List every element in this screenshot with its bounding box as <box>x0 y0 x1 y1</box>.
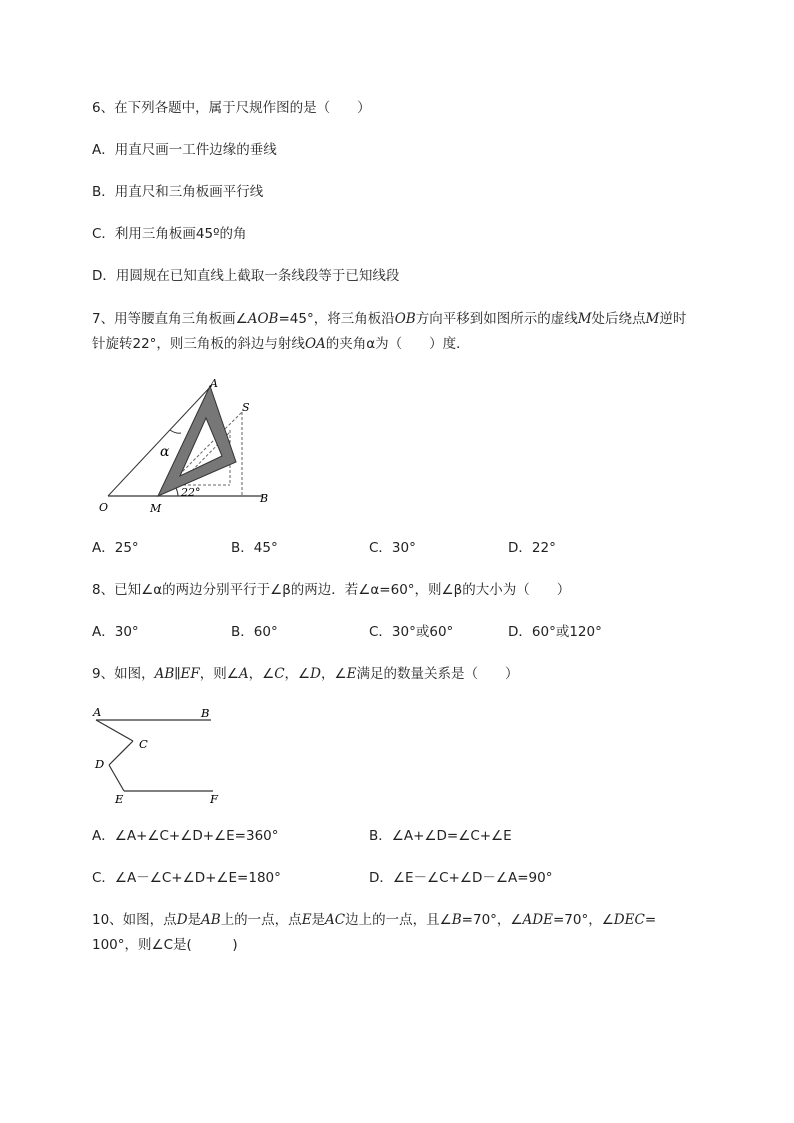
q7-options <box>92 538 712 558</box>
label-m: M <box>150 502 162 515</box>
label-o: O <box>99 501 109 514</box>
label-angle: 22° <box>181 486 201 499</box>
q9-option-a: A．∠A+∠C+∠D+∠E=360° <box>92 828 279 844</box>
q8-option-b: B．60° <box>231 624 278 640</box>
q7-stem-line2: 针旋转22°，则三角板的斜边与射线OA的夹角α为（ ）度． <box>92 336 470 352</box>
alpha-arc <box>170 430 181 433</box>
segment-cd <box>109 741 133 765</box>
triangle-ruler <box>158 386 236 496</box>
q9-option-d: D．∠E－∠C+∠D－∠A=90° <box>369 870 553 886</box>
label-b: B <box>260 492 269 505</box>
label-d: D <box>95 757 105 771</box>
angle-22-arc <box>176 488 178 496</box>
q9-figure <box>88 702 228 810</box>
q7-option-c: C．30° <box>369 540 416 556</box>
q6-option-b: B．用直尺和三角板画平行线 <box>92 184 264 200</box>
q9-stem: 9、如图，AB∥EF，则∠A，∠C，∠D，∠E满足的数量关系是（ ） <box>92 666 519 682</box>
q7-option-d: D．22° <box>508 540 556 556</box>
q9-option-b: B．∠A+∠D=∠C+∠E <box>369 828 512 844</box>
label-b: B <box>201 706 210 720</box>
q9-option-c: C．∠A－∠C+∠D+∠E=180° <box>92 870 281 886</box>
q7-figure <box>92 372 282 517</box>
label-s: S <box>242 401 250 414</box>
label-a: A <box>210 377 218 390</box>
q6-option-c: C．利用三角板画45º的角 <box>92 226 247 242</box>
q10-stem: 10、如图，点D是AB上的一点，点E是AC边上的一点，且∠B=70°，∠ADE=70°，∠DEC= <box>92 912 657 928</box>
q8-options <box>92 622 712 642</box>
q6-stem: 6、在下列各题中，属于尺规作图的是（ ） <box>92 100 371 116</box>
segment-de <box>109 765 124 791</box>
q6-option-d: D．用圆规在已知直线上截取一条线段等于已知线段 <box>92 268 400 284</box>
label-c: C <box>139 737 148 751</box>
segment-ac <box>96 720 133 741</box>
label-alpha: α <box>160 444 170 460</box>
q8-option-a: A．30° <box>92 624 139 640</box>
q7-stem: 7、用等腰直角三角板画∠AOB=45°，将三角板沿OB方向平移到如图所示的虚线M处后绕点M逆时 <box>92 311 687 327</box>
label-e: E <box>115 792 124 806</box>
label-a: A <box>93 705 102 719</box>
q8-stem: 8、已知∠α的两边分别平行于∠β的两边．若∠α=60°，则∠β的大小为（ ） <box>92 582 571 598</box>
label-f: F <box>210 792 218 806</box>
q9-options-row1 <box>92 826 712 846</box>
q8-option-c: C．30°或60° <box>369 624 454 640</box>
q8-option-d: D．60°或120° <box>508 624 602 640</box>
q10-stem-line2: 100°，则∠C是( ) <box>92 937 238 953</box>
q7-option-a: A．25° <box>92 540 139 556</box>
q9-options-row2 <box>92 868 712 888</box>
q6-option-a: A．用直尺画一工件边缘的垂线 <box>92 142 277 158</box>
q7-option-b: B．45° <box>231 540 278 556</box>
